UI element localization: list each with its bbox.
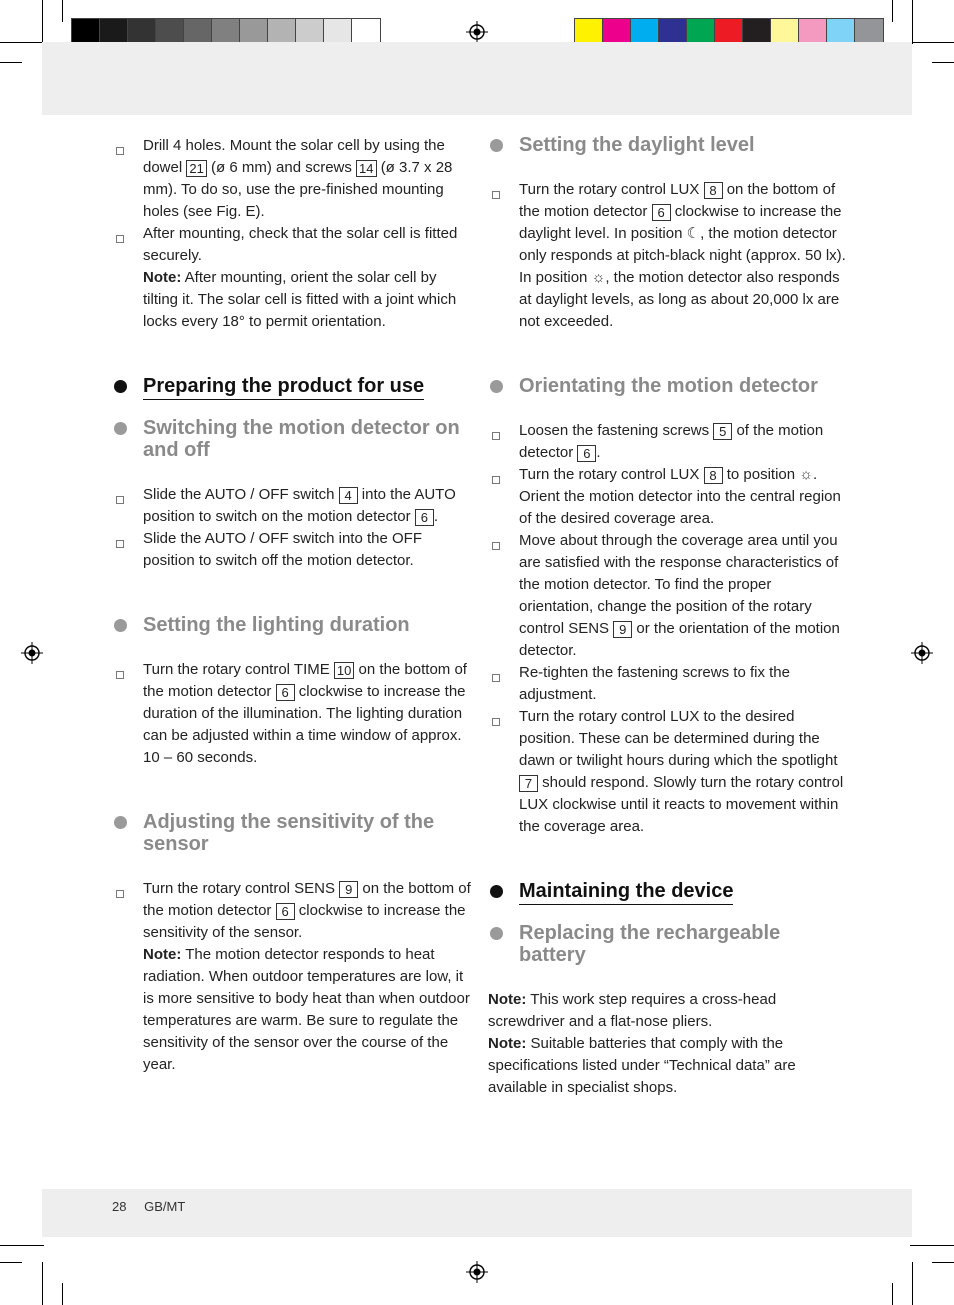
registration-mark-icon [21,642,43,664]
region-code: GB/MT [144,1199,186,1214]
part-ref: 4 [339,487,358,504]
list-item: Drill 4 holes. Mount the solar cell by using the dowel 21 (ø 6 mm) and screws 14 (ø 3.7 x 28 mm). To do so, use the pre-finished mounting holes (see Fig. E). [112,135,472,223]
part-ref: 6 [276,684,295,701]
trim-mark [910,1245,954,1246]
part-ref: 6 [276,903,295,920]
trim-mark [0,1245,44,1246]
part-ref: 7 [519,775,538,792]
trim-mark [892,1283,893,1305]
list-item: Turn the rotary control SENS 9 on the bottom of the motion detector 6 clockwise to increase the sensitivity of the sensor. Note: The motion detector responds to heat radiation. When outdoor temperatures are low, it is more sensitive to body heat than when outdoor temperatures are warm. Be sure to regulate the sensitivity of the sensor over the course of the year. [112,878,472,1076]
list-item: Turn the rotary control TIME 10 on the bottom of the motion detector 6 clockwise to increase the duration of the illumination. The lighting duration can be adjusted within a time window of approx. 10 – 60 seconds. [112,659,472,769]
section-heading: Maintaining the device [488,880,848,902]
list-item: Re-tighten the fastening screws to fix the adjustment. [488,662,848,706]
sun-icon: ☼ [799,466,814,483]
note-label: Note: [143,269,182,286]
section-heading: Adjusting the sensitivity of the sensor [112,811,472,855]
sun-icon: ☼ [591,269,606,286]
list-item: Move about through the coverage area until you are satisfied with the response characteristics of the motion detector. To find the proper orientation, change the position of the rotary control SENS 9 or the orientation of the motion detector. [488,530,848,662]
part-ref: 21 [186,160,206,177]
list-item: After mounting, check that the solar cell is fitted securely. Note: After mounting, orient the solar cell by tilting it. The solar cell is fitted with a joint which locks every 18° to permit orientation. [112,223,472,333]
trim-mark [910,42,954,43]
part-ref: 6 [415,509,434,526]
registration-mark-icon [466,1261,488,1283]
list-item: Turn the rotary control LUX 8 to position ☼. Orient the motion detector into the central region of the desired coverage area. [488,464,848,530]
note-label: Note: [488,991,527,1008]
header-band [42,42,912,115]
trim-mark [62,1283,63,1305]
trim-mark [42,0,43,44]
right-column [488,130,848,1099]
list-item: Loosen the fastening screws 5 of the motion detector 6 . [488,420,848,464]
list-item: Turn the rotary control LUX to the desired position. These can be determined during the dawn or twilight hours during which the spotlight 7 should respond. Slowly turn the rotary control LUX clockwise until it reacts to movement within the coverage area. [488,706,848,838]
registration-mark-icon [911,642,933,664]
trim-mark [0,42,44,43]
section-heading: Setting the lighting duration [112,614,472,636]
trim-mark [912,0,913,44]
trim-mark [892,0,893,22]
registration-mark-icon [466,21,488,43]
note-label: Note: [488,1035,527,1052]
part-ref: 8 [704,467,723,484]
section-heading: Switching the motion detector on and off [112,417,472,461]
part-ref: 14 [356,160,376,177]
notes-block: Note: This work step requires a cross-head screwdriver and a flat-nose pliers. Note: Suitable batteries that comply with the specifications listed under “Technical data” are available in specialist shops. [488,991,796,1096]
part-ref: 6 [652,204,671,221]
section-heading: Replacing the rechargeable battery [488,922,848,966]
part-ref: 8 [704,182,723,199]
trim-mark [42,1262,43,1305]
page-footer [112,1199,199,1214]
trim-mark [62,0,63,22]
left-column [112,130,472,1076]
moon-icon: ☾ [686,225,701,242]
list-item: Slide the AUTO / OFF switch into the OFF position to switch off the motion detector. [112,528,472,572]
part-ref: 5 [713,423,732,440]
trim-mark [0,62,22,63]
note-label: Note: [143,946,182,963]
part-ref: 10 [334,662,354,679]
part-ref: 9 [613,621,632,638]
trim-mark [932,62,954,63]
page-number: 28 [112,1199,127,1214]
section-heading: Preparing the product for use [112,375,472,397]
section-heading: Setting the daylight level [488,134,848,156]
list-item: Turn the rotary control LUX 8 on the bottom of the motion detector 6 clockwise to increase the daylight level. In position ☾, the motion detector only responds at pitch-black night (approx. 50 lx). In position ☼, the motion detector also responds at daylight levels, as long as about 20,000 lx are not exceeded. [488,179,848,333]
section-heading: Orientating the motion detector [488,375,848,397]
part-ref: 9 [339,881,358,898]
trim-mark [0,1262,22,1263]
part-ref: 6 [577,445,596,462]
trim-mark [912,1262,913,1305]
trim-mark [932,1262,954,1263]
list-item: Slide the AUTO / OFF switch 4 into the AUTO position to switch on the motion detector 6 . [112,484,472,528]
